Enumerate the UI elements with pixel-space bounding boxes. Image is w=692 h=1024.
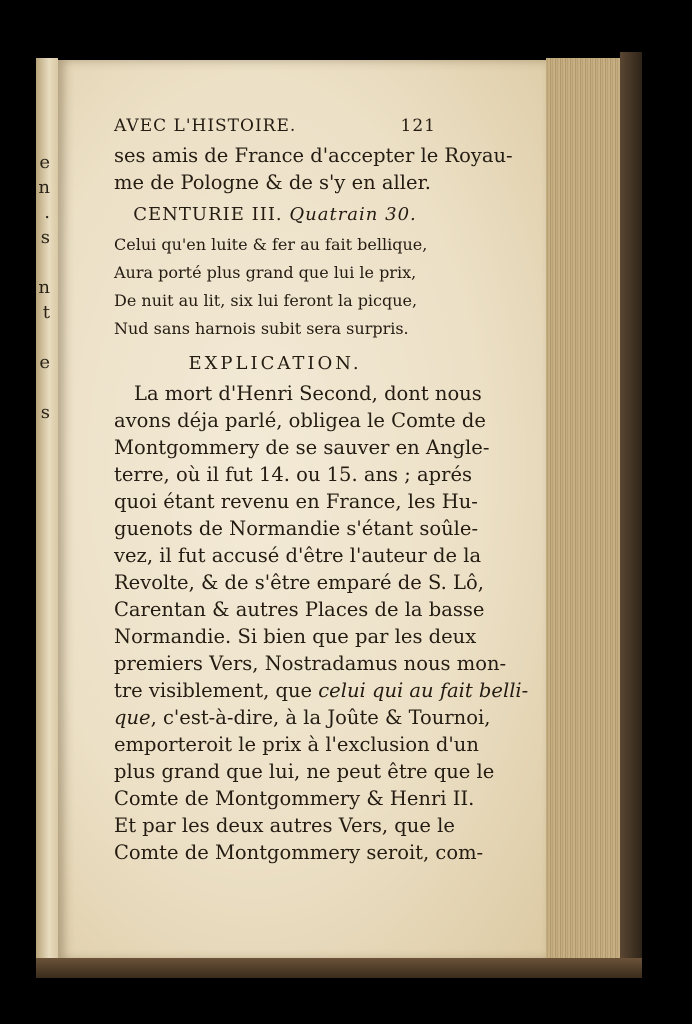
paragraph-line: quoi étant revenu en France, les Hu- xyxy=(114,490,478,513)
line-italic-part: celui qui au fait belli- xyxy=(318,679,529,702)
paragraph-line: avons déja parlé, obligea le Comte de xyxy=(114,409,486,432)
book-bottom-board xyxy=(36,958,642,978)
verse-line: Celui qu'en luite & fer au fait bellique, xyxy=(114,235,428,254)
verse-line: Nud sans harnois subit sera surpris. xyxy=(114,319,409,338)
paragraph-line: guenots de Normandie s'étant soûle- xyxy=(114,517,479,540)
line-italic-part: que xyxy=(114,706,151,729)
paragraph-line: Carentan & autres Places de la basse xyxy=(114,598,485,621)
paragraph-line: Comte de Montgommery seroit, com- xyxy=(114,841,484,864)
verse-line: Aura porté plus grand que lui le prix, xyxy=(114,263,417,282)
running-head-title: AVEC L'HISTOIRE. xyxy=(114,116,297,136)
quatrain-label: Quatrain 30. xyxy=(289,204,417,225)
running-head xyxy=(114,116,436,142)
book-cover-edge xyxy=(620,52,642,977)
paragraph-line: Revolte, & de s'être emparé de S. Lô, xyxy=(114,571,484,594)
paragraph-line: Normandie. Si bien que par les deux xyxy=(114,625,477,648)
paragraph-line xyxy=(114,677,529,704)
paragraph-line: La mort d'Henri Second, dont nous xyxy=(134,382,482,405)
page-number: 121 xyxy=(400,116,436,136)
intro-line: me de Pologne & de s'y en aller. xyxy=(114,171,431,194)
paragraph-line: Et par les deux autres Vers, que le xyxy=(114,814,455,837)
paragraph-line xyxy=(114,704,491,731)
page-block-edge xyxy=(546,58,624,970)
explication-paragraph xyxy=(114,380,529,866)
line-roman-part: tre visiblement, que xyxy=(114,679,319,702)
paragraph-line: emporteroit le prix à l'exclusion d'un xyxy=(114,733,479,756)
intro-line: ses amis de France d'accepter le Royau- xyxy=(114,144,513,167)
paragraph-line: terre, où il fut 14. ou 15. ans ; aprés xyxy=(114,463,472,486)
explication-heading: EXPLICATION. xyxy=(188,353,362,374)
paragraph-line: plus grand que lui, ne peut être que le xyxy=(114,760,495,783)
paragraph-line: vez, il fut accusé d'être l'auteur de la xyxy=(114,544,482,567)
paragraph-line: premiers Vers, Nostradamus nous mon- xyxy=(114,652,507,675)
page-text xyxy=(114,116,529,866)
verse-line: De nuit au lit, six lui feront la picque, xyxy=(114,291,418,310)
centurie-label: CENTURIE III. xyxy=(133,204,283,225)
line-roman-part: , c'est-à-dire, à la Joûte & Tournoi, xyxy=(150,706,491,729)
paragraph-line: Comte de Montgommery & Henri II. xyxy=(114,787,475,810)
left-page-edge-text: e n . s n t e s xyxy=(38,152,50,423)
paragraph-line: Montgommery de se sauver en Angle- xyxy=(114,436,490,459)
section-heading xyxy=(114,204,436,225)
